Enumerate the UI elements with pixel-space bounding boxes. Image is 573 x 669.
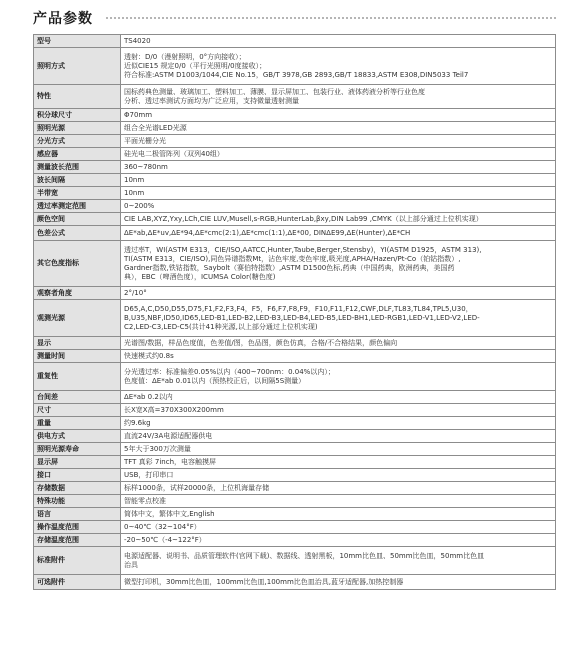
spec-row <box>34 417 556 430</box>
spec-value-line: 10nm <box>124 175 145 184</box>
spec-value <box>121 300 556 337</box>
spec-label: 重量 <box>34 417 121 430</box>
spec-label: 色差公式 <box>34 226 121 241</box>
spec-value-line: 智能零点校准 <box>124 496 166 505</box>
spec-value-line: ΔE*ab 0.2以内 <box>124 392 173 401</box>
spec-label: 观察者角度 <box>34 287 121 300</box>
title-divider <box>106 17 556 19</box>
spec-row <box>34 482 556 495</box>
spec-label: 标准附件 <box>34 547 121 575</box>
spec-value-line: 符合标准:ASTM D1003/1044,CIE No.15，GB/T 3978,GB 2893,GB/T 18833,ASTM E308,DIN5033 Teil7 <box>124 70 469 79</box>
spec-row <box>34 469 556 482</box>
spec-label: 型号 <box>34 35 121 48</box>
spec-row <box>34 430 556 443</box>
spec-value-line: TS4020 <box>124 36 151 45</box>
spec-value-line: 2°/10° <box>124 288 147 297</box>
spec-value <box>121 148 556 161</box>
spec-value <box>121 391 556 404</box>
spec-label: 可选附件 <box>34 575 121 590</box>
spec-value <box>121 404 556 417</box>
spec-value <box>121 226 556 241</box>
spec-label: 显示屏 <box>34 456 121 469</box>
spec-value-line: Gardner指数,铁钴指数，Saybolt（赛伯特指数）,ASTM D1500色标,药典（中国药典，欧洲药典，美国药 <box>124 263 455 272</box>
spec-row <box>34 241 556 287</box>
spec-value-line: 简体中文，繁体中文,English <box>124 509 215 518</box>
spec-label: 分光方式 <box>34 135 121 148</box>
spec-label: 照明光源寿命 <box>34 443 121 456</box>
spec-value <box>121 417 556 430</box>
spec-label: 存储数据 <box>34 482 121 495</box>
spec-value-line: USB，打印串口 <box>124 470 174 479</box>
spec-value-line: 直流24V/3A电源适配器供电 <box>124 431 213 440</box>
spec-value-line: 5年大于300万次测量 <box>124 444 191 453</box>
spec-value <box>121 508 556 521</box>
spec-row <box>34 148 556 161</box>
spec-value <box>121 122 556 135</box>
spec-value <box>121 213 556 226</box>
spec-value <box>121 337 556 350</box>
spec-value <box>121 350 556 363</box>
spec-row <box>34 85 556 109</box>
spec-value-line: 组合全光谱LED光源 <box>124 123 187 132</box>
spec-label: 特性 <box>34 85 121 109</box>
spec-value <box>121 161 556 174</box>
spec-label: 积分球尺寸 <box>34 109 121 122</box>
spec-value-line: 0~40℃（32~104°F） <box>124 522 201 531</box>
spec-row <box>34 109 556 122</box>
spec-value-line: C2,LED-C3,LED-C5(共计41种光源,以上部分通过上位机实现) <box>124 322 318 331</box>
spec-value <box>121 456 556 469</box>
spec-label: 台间差 <box>34 391 121 404</box>
spec-value-line: 典），EBC（啤酒色度），ICUMSA Color(糖色度) <box>124 272 276 281</box>
spec-label: 显示 <box>34 337 121 350</box>
spec-label: 操作温度范围 <box>34 521 121 534</box>
spec-value-line: B,U35,NBF,ID50,ID65,LED-B1,LED-B2,LED-B3,LED-B4,LED-B5,LED-BH1,LED-RGB1,LED-V1,LED-V2,LED- <box>124 313 480 322</box>
spec-value-line: 透射：D/0（漫射照明，0°方向接收）； <box>124 52 246 61</box>
spec-label: 感应器 <box>34 148 121 161</box>
spec-label: 语言 <box>34 508 121 521</box>
spec-row <box>34 575 556 590</box>
page-title: 产品参数 <box>33 11 93 27</box>
spec-label: 照明方式 <box>34 48 121 85</box>
spec-value-line: TI(ASTM E313，CIE/ISO),同色异谱指数Mt，沾色牢度,变色牢度,吸光度,APHA/Hazen/Pt-Co（铂钴指数）, <box>124 254 461 263</box>
spec-row <box>34 350 556 363</box>
spec-value-line: 近似CIE15 规定0/0（平行光照明/0度接收）； <box>124 61 267 70</box>
spec-label: 波长间隔 <box>34 174 121 187</box>
spec-value-line: TFT 真彩 7inch，电容触摸屏 <box>124 457 217 466</box>
spec-value-line: 0~200% <box>124 201 155 210</box>
spec-value <box>121 48 556 85</box>
spec-value-line: 光谱图/数据，样品色度值，色差值/图，色品图，颜色仿真，合格/不合格结果，颜色偏向 <box>124 338 398 347</box>
spec-label: 照明光源 <box>34 122 121 135</box>
spec-row <box>34 363 556 391</box>
spec-value-line: 国标药典色测量、玻璃加工、塑料加工、薄膜、显示屏加工、包装行业、液体药液分析等行业色度 <box>124 87 425 96</box>
spec-value <box>121 200 556 213</box>
spec-value-line: 标样1000条，试样20000条，上位机海量存储 <box>124 483 270 492</box>
spec-label: 供电方式 <box>34 430 121 443</box>
spec-value <box>121 547 556 575</box>
spec-row <box>34 187 556 200</box>
spec-value <box>121 482 556 495</box>
spec-row <box>34 508 556 521</box>
spec-label: 观测光源 <box>34 300 121 337</box>
spec-value <box>121 35 556 48</box>
spec-row <box>34 287 556 300</box>
spec-row <box>34 300 556 337</box>
spec-label: 尺寸 <box>34 404 121 417</box>
spec-value <box>121 521 556 534</box>
spec-value <box>121 443 556 456</box>
spec-row <box>34 456 556 469</box>
spec-value-line: 分析、透过率测试方面均为广泛应用，支持微量透射测量 <box>124 96 299 105</box>
spec-row <box>34 213 556 226</box>
spec-value-line: 硅光电二极管阵列（双列40组） <box>124 149 224 158</box>
spec-row <box>34 122 556 135</box>
spec-value <box>121 534 556 547</box>
spec-row <box>34 534 556 547</box>
spec-value-line: ΔE*ab,ΔE*uv,ΔE*94,ΔE*cmc(2:1),ΔE*cmc(1:1),ΔE*00, DINΔE99,ΔE(Hunter),ΔE*CH <box>124 228 411 237</box>
spec-row <box>34 200 556 213</box>
spec-value <box>121 469 556 482</box>
spec-label: 测量波长范围 <box>34 161 121 174</box>
spec-value-line: 约9.6kg <box>124 418 151 427</box>
spec-value-line: 透过率T，WI(ASTM E313，CIE/ISO,AATCC,Hunter,Taube,Berger,Stensby)，YI(ASTM D1925，ASTM 313), <box>124 245 482 254</box>
spec-value-line: -20~50℃（-4~122°F） <box>124 535 206 544</box>
spec-value <box>121 363 556 391</box>
spec-label: 颜色空间 <box>34 213 121 226</box>
spec-label: 特殊功能 <box>34 495 121 508</box>
spec-row <box>34 404 556 417</box>
spec-value <box>121 187 556 200</box>
spec-value <box>121 174 556 187</box>
spec-value <box>121 430 556 443</box>
spec-row <box>34 391 556 404</box>
spec-row <box>34 174 556 187</box>
spec-row <box>34 135 556 148</box>
spec-value <box>121 135 556 148</box>
spec-label: 接口 <box>34 469 121 482</box>
spec-row <box>34 495 556 508</box>
spec-value <box>121 85 556 109</box>
spec-value-line: 360~780nm <box>124 162 168 171</box>
spec-value-line: D65,A,C,D50,D55,D75,F1,F2,F3,F4，F5，F6,F7,F8,F9，F10,F11,F12,CWF,DLF,TL83,TL84,TPL5,U30， <box>124 304 473 313</box>
spec-value-line: 微型打印机，30mm比色皿，100mm比色皿,100mm比色皿治具,蓝牙适配器,加热控制器 <box>124 577 404 586</box>
spec-label: 测量时间 <box>34 350 121 363</box>
spec-value-line: 长X宽X高=370X300X200mm <box>124 405 224 414</box>
spec-value-line: 分光透过率：标准偏差0.05%以内（400~700nm：0.04%以内）； <box>124 367 335 376</box>
spec-value-line: 平面光栅分光 <box>124 136 166 145</box>
spec-value-line: 治具 <box>124 560 138 569</box>
spec-row <box>34 35 556 48</box>
spec-row <box>34 226 556 241</box>
spec-label: 透过率测定范围 <box>34 200 121 213</box>
spec-row <box>34 48 556 85</box>
spec-row <box>34 337 556 350</box>
spec-value <box>121 109 556 122</box>
spec-value-line: 10nm <box>124 188 145 197</box>
spec-label: 其它色度指标 <box>34 241 121 287</box>
spec-value <box>121 287 556 300</box>
spec-label: 半带宽 <box>34 187 121 200</box>
spec-value-line: CIE LAB,XYZ,Yxy,LCh,CIE LUV,Musell,s-RGB,HunterLab,βxy,DIN Lab99 ,CMYK（以上部分通过上位机实现） <box>124 214 483 223</box>
spec-row <box>34 547 556 575</box>
spec-row <box>34 521 556 534</box>
spec-value-line: 色度值：ΔE*ab 0.01以内（预热校正后，以间隔5S测量） <box>124 376 306 385</box>
spec-row <box>34 161 556 174</box>
spec-label: 重复性 <box>34 363 121 391</box>
spec-row <box>34 443 556 456</box>
spec-label: 存储温度范围 <box>34 534 121 547</box>
spec-value-line: Φ70mm <box>124 110 153 119</box>
spec-table <box>33 34 556 590</box>
spec-value <box>121 241 556 287</box>
spec-value <box>121 575 556 590</box>
spec-value <box>121 495 556 508</box>
spec-value-line: 电源适配器、说明书、品质管理软件(官网下载)、数据线、透射黑板，10mm比色皿、50mm比色皿，50mm比色皿 <box>124 551 485 560</box>
spec-value-line: 快速模式约0.8s <box>124 351 174 360</box>
